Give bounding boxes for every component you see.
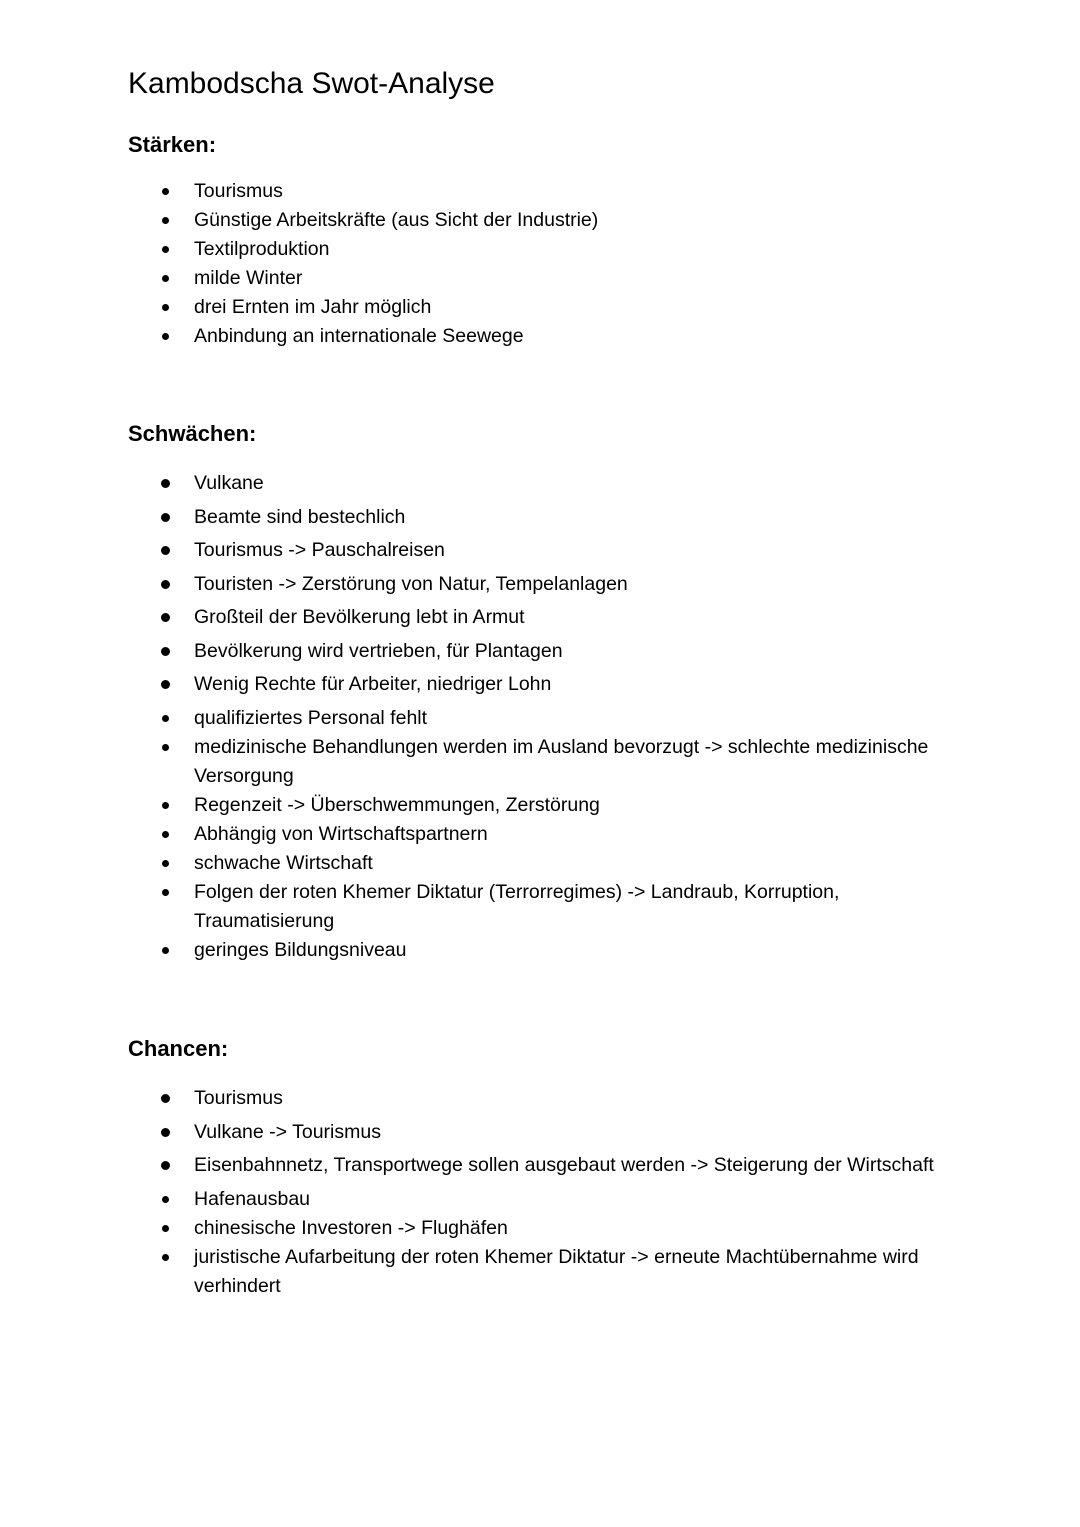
list-item: Bevölkerung wird vertrieben, für Plantagen [0, 637, 1080, 666]
list-item: geringes Bildungsniveau [0, 936, 1080, 965]
list-item: schwache Wirtschaft [0, 849, 1080, 878]
section-heading-chancen: Chancen: [128, 1036, 229, 1061]
document-title: Kambodscha Swot-Analyse [128, 67, 495, 100]
list-item: Folgen der roten Khemer Diktatur (Terrorregimes) -> Landraub, Korruption, Traumatisierung [0, 878, 1080, 936]
chancen-list [0, 1084, 1080, 1301]
list-item: Tourismus -> Pauschalreisen [0, 536, 1080, 565]
list-item: Tourismus [0, 1084, 1080, 1113]
list-item: Wenig Rechte für Arbeiter, niedriger Lohn [0, 670, 1080, 699]
list-item: Vulkane [0, 469, 1080, 498]
list-item: chinesische Investoren -> Flughäfen [0, 1214, 1080, 1243]
list-item: Tourismus [0, 177, 1080, 206]
list-item: Vulkane -> Tourismus [0, 1118, 1080, 1147]
list-item: milde Winter [0, 264, 1080, 293]
list-item: Günstige Arbeitskräfte (aus Sicht der Industrie) [0, 206, 1080, 235]
section-heading-schwaechen: Schwächen: [128, 421, 257, 446]
list-item: Eisenbahnnetz, Transportwege sollen ausgebaut werden -> Steigerung der Wirtschaft [0, 1151, 1080, 1180]
list-item: juristische Aufarbeitung der roten Khemer Diktatur -> erneute Machtübernahme wird verhindert [0, 1243, 1080, 1301]
list-item: Beamte sind bestechlich [0, 503, 1080, 532]
section-heading-staerken: Stärken: [128, 132, 217, 157]
list-item: drei Ernten im Jahr möglich [0, 293, 1080, 322]
list-item: Textilproduktion [0, 235, 1080, 264]
list-item: qualifiziertes Personal fehlt [0, 704, 1080, 733]
list-item: Regenzeit -> Überschwemmungen, Zerstörung [0, 791, 1080, 820]
list-item: Großteil der Bevölkerung lebt in Armut [0, 603, 1080, 632]
list-item: Abhängig von Wirtschaftspartnern [0, 820, 1080, 849]
list-item: Touristen -> Zerstörung von Natur, Tempelanlagen [0, 570, 1080, 599]
staerken-list [0, 177, 1080, 351]
list-item: Hafenausbau [0, 1185, 1080, 1214]
schwaechen-list [0, 469, 1080, 965]
list-item: medizinische Behandlungen werden im Ausland bevorzugt -> schlechte medizinische Versorgung [0, 733, 1080, 791]
list-item: Anbindung an internationale Seewege [0, 322, 1080, 351]
